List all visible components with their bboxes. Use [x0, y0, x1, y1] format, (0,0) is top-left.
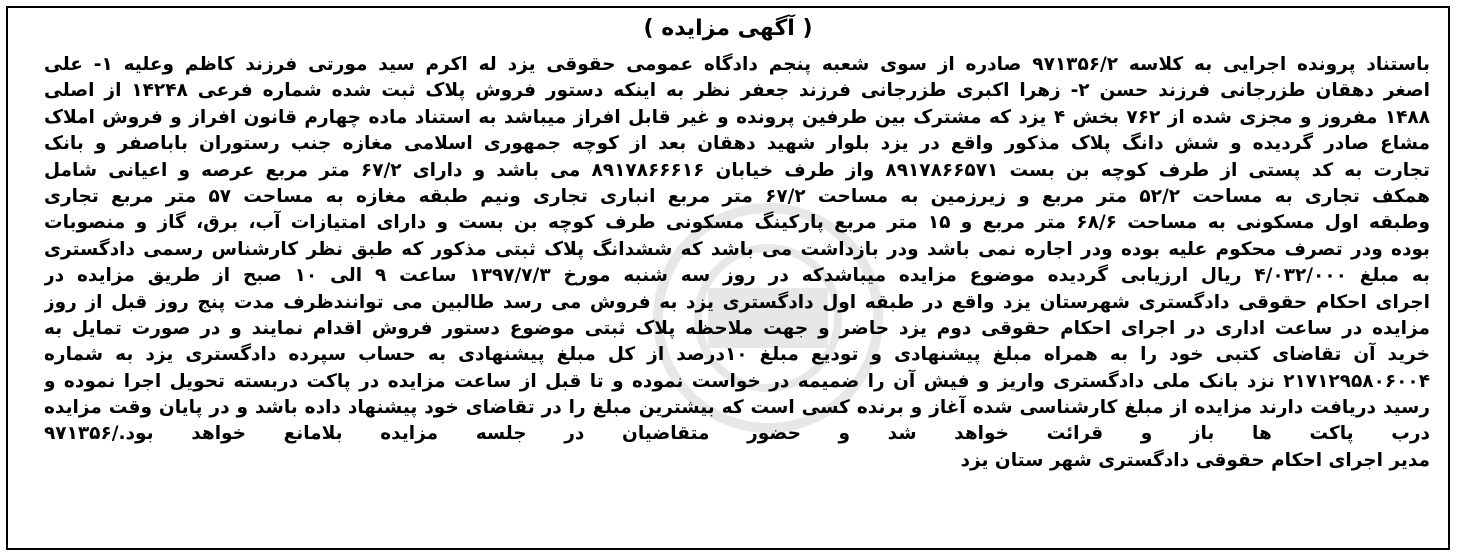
body-line-1: باستناد پرونده اجرایی به کلاسه ۹۷۱۳۵۶/۲ صادره از سوی شعبه پنجم دادگاه عمومی حقوقی یزد له اکرم سید مورتی فرزند کاظم وعلیه ۱- علی [44, 54, 1430, 75]
body-line-2: اصغر دهقان طزرجانی فرزند حسن ۲- زهرا اکبری طزرجانی فرزند جعفر نظر به اینکه دستور فروش پلاک ثبت شده شماره فرعی ۱۴۲۴۸ از اصلی [44, 80, 1430, 102]
notice-body [44, 52, 1430, 474]
body-line-10: اجرای احکام حقوقی دادگستری شهرستان یزد واقع در طبقه اول دادگستری یزد به فروش می رسد طالبین می توانندظرف مدت پنج روز قبل از روز [44, 291, 1430, 313]
body-line-8: بوده ودر تصرف محکوم علیه بوده ودر اجاره نمی باشد ودر بازداشت می باشد که ششدانگ پلاک ثبتی مذکور که طبق نظر کارشناس رسمی دادگستری [44, 238, 1430, 260]
body-line-3: ۱۴۸۸ مفروز و مجزی شده از ۷۶۲ بخش ۴ یزد که مشترک بین طرفین پرونده و غیر قابل افراز میباشد به استناد ماده چهارم قانون افراز و فروش املاک [44, 106, 1430, 128]
body-line-4: مشاع صادر گردیده و شش دانگ پلاک مذکور واقع در یزد بلوار شهید دهقان بعد از کوچه جمهوری اسلامی مغازه جنب رستوران باباصفر و بانک [44, 133, 1430, 155]
body-line-7: وطبقه اول مسکونی به مساحت ۶۸/۶ متر مربع و ۱۵ متر مربع پارکینگ مسکونی طرف کوچه بن بست و دارای امتیازات آب، برق، گاز و منصوبات [44, 212, 1430, 234]
auction-notice [6, 6, 1450, 550]
signature-line: مدیر اجرای احکام حقوقی دادگستری شهر ستان یزد [960, 449, 1430, 471]
body-line-13: ۲۱۷۱۲۹۵۸۰۶۰۰۴ نزد بانک ملی دادگستری واریز و فیش آن را ضمیمه در خواست نموده و تا قبل از ساعت مزایده در پاکت دربسته تحویل اجرا نموده و [44, 370, 1430, 392]
body-line-9: به مبلغ ۴/۰۳۲/۰۰۰ ریال ارزیابی گردیده موضوع مزایده میباشدکه در روز سه شنبه مورخ ۱۳۹۷/۷/۳ ساعت ۹ الی ۱۰ صبح از طریق مزایده در [44, 265, 1430, 287]
body-line-6: همکف تجاری به مساحت ۵۲/۲ متر مربع و زیرزمین به مساحت ۶۷/۲ متر مربع انباری تجاری ونیم طبقه مغازه به مساحت ۵۷ متر مربع تجاری [44, 185, 1430, 207]
body-line-15: درب پاکت ها باز و قرائت خواهد شد و حضور متقاضیان در جلسه مزایده بلامانع خواهد بود./۹۷۱۳۵۶ [44, 423, 1430, 445]
body-line-12: خرید آن تقاضای کتبی خود را به همراه مبلغ پیشنهادی و تودیع مبلغ ۱۰درصد از کل مبلغ پیشنهادی به حساب سپرده دادگستری یزد به شماره [44, 344, 1430, 366]
body-line-11: مزایده در ساعت اداری در اجرای احکام حقوقی دوم یزد حاضر و جهت ملاحظه پلاک ثبتی موضوع دستور فروش اقدام نمایند و در صورت تمایل به [44, 317, 1430, 339]
body-line-5: تجارت به کد پستی از طرف کوچه بن بست ۸۹۱۷۸۶۶۵۷۱ واز طرف خیابان ۸۹۱۷۸۶۶۶۱۶ می باشد و دارای ۶۷/۲ متر مربع عرصه و اعیانی شامل [44, 159, 1430, 181]
body-line-14: رسید دریافت دارند مزایده از مبلغ کارشناسی شده آغاز و برنده کسی است که بیشترین مبلغ را در تقاضای خود پیشنهاد داده باشد و در پایان وقت مزایده [44, 397, 1430, 419]
notice-title: ( آگهی مزایده ) [643, 16, 813, 41]
